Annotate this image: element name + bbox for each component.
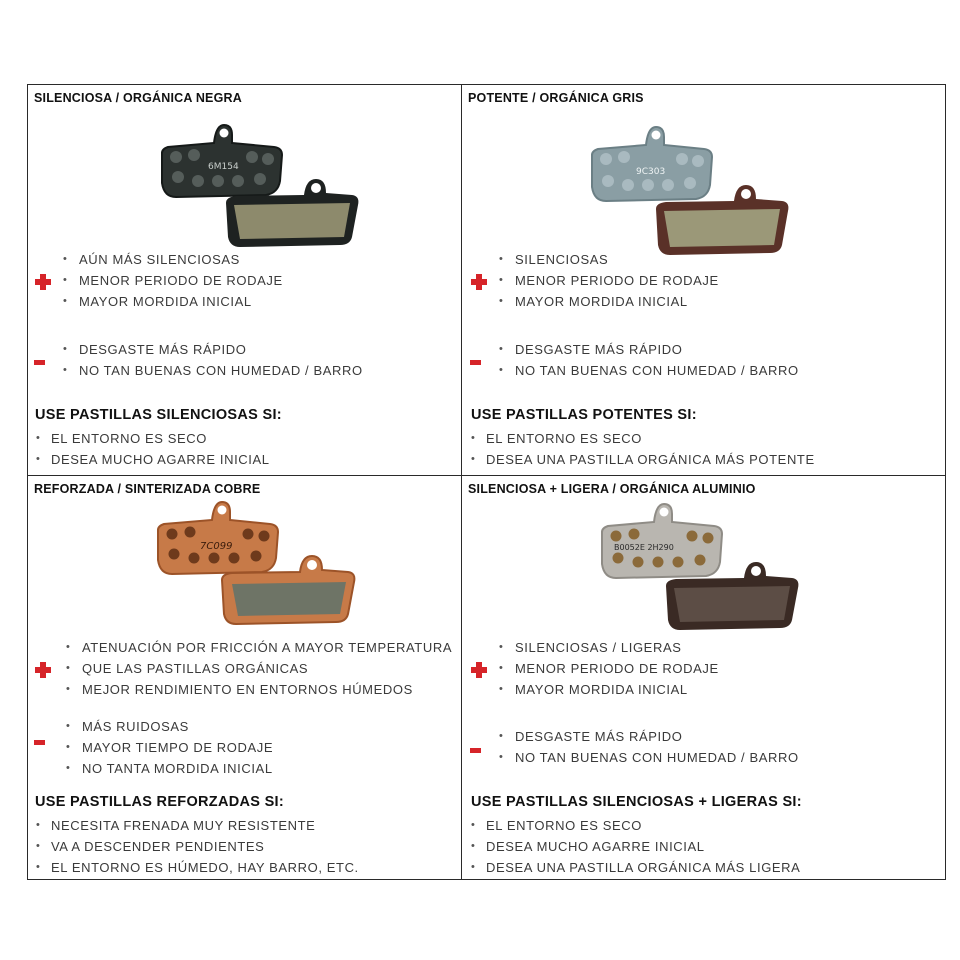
panel-potente-gris <box>462 85 947 475</box>
use-heading: USE PASTILLAS REFORZADAS SI: <box>35 794 285 810</box>
use-list <box>471 428 815 470</box>
pro-item: • QUE LAS PASTILLAS ORGÁNICAS <box>66 658 452 679</box>
pros-list <box>499 637 719 700</box>
cons-list <box>63 339 363 381</box>
panel-title: POTENTE / ORGÁNICA GRIS <box>468 91 644 105</box>
use-list <box>471 815 800 878</box>
plus-icon <box>471 662 487 678</box>
minus-icon <box>34 740 45 745</box>
pros-list <box>499 249 719 312</box>
use-item: • DESEA MUCHO AGARRE INICIAL <box>36 449 270 470</box>
con-item: • DESGASTE MÁS RÁPIDO <box>499 726 799 747</box>
minus-icon <box>470 748 481 753</box>
use-item: • VA A DESCENDER PENDIENTES <box>36 836 359 857</box>
use-list <box>36 428 270 470</box>
pro-item: • SILENCIOSAS <box>499 249 719 270</box>
con-item: • MAYOR TIEMPO DE RODAJE <box>66 737 273 758</box>
use-item: • DESEA MUCHO AGARRE INICIAL <box>471 836 800 857</box>
plus-icon <box>471 274 487 290</box>
pro-item: • MAYOR MORDIDA INICIAL <box>499 291 719 312</box>
pro-item: • MAYOR MORDIDA INICIAL <box>499 679 719 700</box>
pro-item: • MENOR PERIODO DE RODAJE <box>499 658 719 679</box>
con-item: • NO TAN BUENAS CON HUMEDAD / BARRO <box>499 747 799 768</box>
minus-icon <box>34 360 45 365</box>
pros-list <box>66 637 452 700</box>
pros-list <box>63 249 283 312</box>
con-item: • DESGASTE MÁS RÁPIDO <box>499 339 799 360</box>
panel-title: SILENCIOSA / ORGÁNICA NEGRA <box>34 91 242 105</box>
brake-pad-image <box>156 121 366 251</box>
use-item: • NECESITA FRENADA MUY RESISTENTE <box>36 815 359 836</box>
pro-item: • MEJOR RENDIMIENTO EN ENTORNOS HÚMEDOS <box>66 679 452 700</box>
use-item: • DESEA UNA PASTILLA ORGÁNICA MÁS LIGERA <box>471 857 800 878</box>
pad-code-label: 7C099 <box>200 541 233 552</box>
brake-pad-image <box>586 121 796 259</box>
use-item: • EL ENTORNO ES SECO <box>471 428 815 449</box>
use-list <box>36 815 359 878</box>
use-item: • EL ENTORNO ES SECO <box>471 815 800 836</box>
cons-list <box>499 339 799 381</box>
pro-item: • MENOR PERIODO DE RODAJE <box>499 270 719 291</box>
con-item: • NO TAN BUENAS CON HUMEDAD / BARRO <box>499 360 799 381</box>
cons-list <box>66 716 273 779</box>
cons-list <box>499 726 799 768</box>
use-heading: USE PASTILLAS POTENTES SI: <box>471 407 697 423</box>
panel-title: REFORZADA / SINTERIZADA COBRE <box>34 482 261 496</box>
panel-reforzada-cobre <box>28 476 461 881</box>
use-item: • EL ENTORNO ES HÚMEDO, HAY BARRO, ETC. <box>36 857 359 878</box>
con-item: • NO TANTA MORDIDA INICIAL <box>66 758 273 779</box>
pro-item: • AÚN MÁS SILENCIOSAS <box>63 249 283 270</box>
pro-item: • MAYOR MORDIDA INICIAL <box>63 291 283 312</box>
pro-item: • SILENCIOSAS / LIGERAS <box>499 637 719 658</box>
plus-icon <box>35 662 51 678</box>
pad-code-label: 6M154 <box>208 162 239 172</box>
con-item: • MÁS RUIDOSAS <box>66 716 273 737</box>
brake-pad-image <box>596 500 806 634</box>
use-item: • EL ENTORNO ES SECO <box>36 428 270 449</box>
use-heading: USE PASTILLAS SILENCIOSAS + LIGERAS SI: <box>471 794 802 810</box>
panel-silenciosa-negra <box>28 85 461 475</box>
minus-icon <box>470 360 481 365</box>
plus-icon <box>35 274 51 290</box>
panel-silenciosa-ligera-aluminio <box>462 476 947 881</box>
pad-code-label: 9C303 <box>636 167 666 177</box>
pro-item: • MENOR PERIODO DE RODAJE <box>63 270 283 291</box>
con-item: • DESGASTE MÁS RÁPIDO <box>63 339 363 360</box>
use-heading: USE PASTILLAS SILENCIOSAS SI: <box>35 407 282 423</box>
use-item: • DESEA UNA PASTILLA ORGÁNICA MÁS POTENTE <box>471 449 815 470</box>
comparison-grid <box>27 84 946 880</box>
con-item: • NO TAN BUENAS CON HUMEDAD / BARRO <box>63 360 363 381</box>
pad-code-label: B0052E 2H290 <box>614 543 674 552</box>
pro-item: • ATENUACIÓN POR FRICCIÓN A MAYOR TEMPERATURA <box>66 637 452 658</box>
panel-title: SILENCIOSA + LIGERA / ORGÁNICA ALUMINIO <box>468 482 756 496</box>
brake-pad-image <box>152 500 362 626</box>
